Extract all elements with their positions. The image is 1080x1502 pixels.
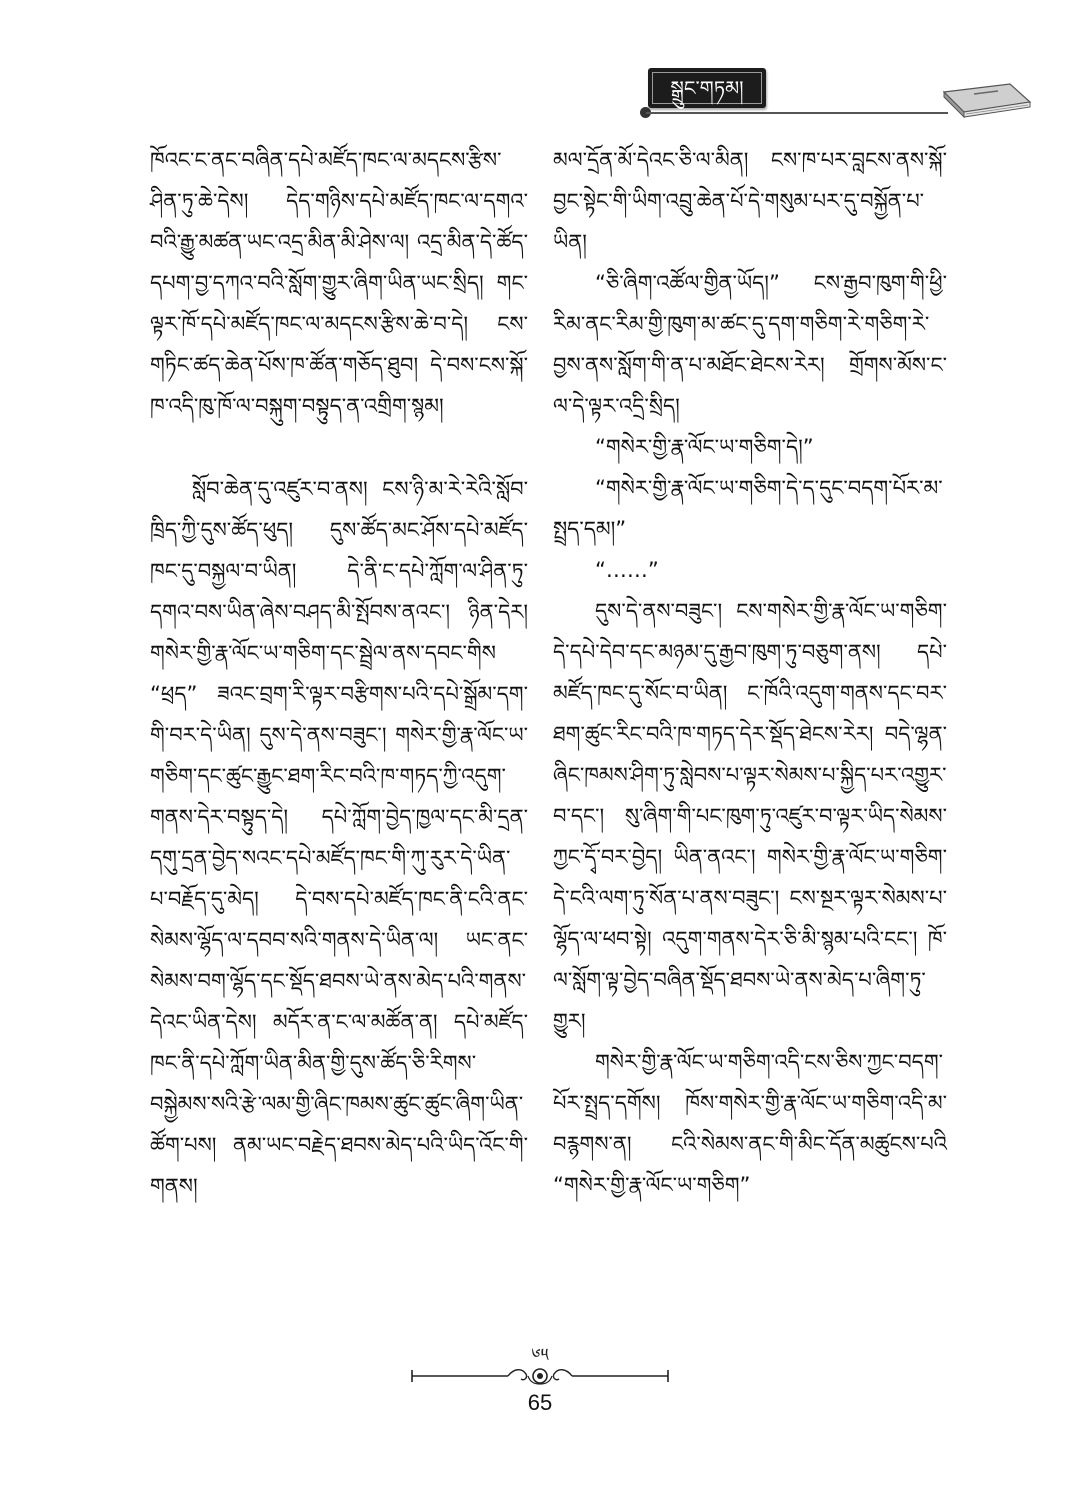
page-number-tibetan: ༦༥ — [531, 1345, 549, 1366]
paragraph: མལ་དྲོན་མོ་དེའང་ཅི་ལ་མིན། ངས་ཁ་པར་བླངས་ནས་སྐོ་བྱང་སྟེང་གི་ཡིག་འབྲུ་ཆེན་པོ་དེ་གསུམ་པར་དུ་བསྐྱོན་པ་ཡིན། — [553, 148, 947, 254]
dialogue-line: “གསེར་གྱི་རྣ་ལོང་ཡ་གཅིག་དེ།” — [595, 435, 814, 459]
page-number: 65 — [527, 1390, 553, 1415]
paragraph: གསེར་གྱི་རྣ་ལོང་ཡ་གཅིག་འདི་ངས་ཅིས་ཀྱང་བདག་པོར་སྤྲད་དགོས། ཁོས་གསེར་གྱི་རྣ་ལོང་ཡ་གཅིག་འདི་མ་བརྙགས་ན། ངའི་སེམས་ནང་གི་མིང་དོན་མཚུངས་པའི “གསེར་གྱི་རྣ་ལོང་ཡ་གཅིག” — [553, 1050, 947, 1197]
section-tab-frame — [652, 72, 762, 104]
paragraph: སློབ་ཆེན་དུ་འཛུར་བ་ནས། ངས་ཉི་མ་རེ་རེའི་སློབ་ཁྲིད་ཀྱི་དུས་ཚོད་ཕུད། དུས་ཚོད་མང་ཤོས་དཔེ་མཛོད་ཁང་དུ་བསྐྱལ་བ་ཡིན། དེ་ནི་ང་དཔེ་ཀློག་ལ་ཤིན་ཏུ་དགའ་བས་ཡིན་ཞེས་བཤད་མི་སྤོབས་ནའང་། ཉིན་དེར། གསེར་གྱི་རྣ་ལོང་ཡ་གཅིག་དང་སྦྲེལ་ནས་དབང་གིས “ཕྲད” ཟའང་བྲག་རི་ལྟར་བརྩིགས་པའི་དཔེ་སྒྲོམ་དག་གི་བར་དེ་ཡིན། དུས་དེ་ནས་བཟུང་། གསེར་གྱི་རྣ་ལོང་ཡ་གཅིག་དང་ཚུང་རྒྱུང་ཐག་རིང་བའི་ཁ་གཏད་ཀྱི་འདུག་གནས་དེར་བསྟུད་དེ། དཔེ་ཀློག་བྱེད་ཁྱལ་དང་མི་དྲན་དགུ་དྲན་བྱེད་སའང་དཔེ་མཛོད་ཁང་གི་ཀུ་རུར་དེ་ཡིན་པ་བརྗོད་དུ་མེད། དེ་བས་དཔེ་མཛོད་ཁང་ནི་ངའི་ནང་སེམས་ལྷོད་ལ་དབབ་སའི་གནས་དེ་ཡིན་ལ། ཡང་ནང་སེམས་བག་ལྷོད་དང་སྡོད་ཐབས་ཡེ་ནས་མེད་པའི་གནས་དེའང་ཡིན་དེས། མདོར་ན་ང་ལ་མཚོན་ན། དཔེ་མཛོད་ཁང་ནི་དཔེ་ཀློག་ཡིན་མིན་གྱི་དུས་ཚོད་ཅི་རིགས་བསྐྱེམས་སའི་རྩེ་ལམ་གྱི་ཞིང་ཁམས་ཚུང་ཚུང་ཞིག་ཡིན་ཚོག་པས། ནམ་ཡང་བརྗེད་ཐབས་མེད་པའི་ཡིད་འོང་གི་གནས། — [150, 477, 528, 1198]
paragraph: “ཅི་ཞིག་འཚོལ་གྱིན་ཡོད།” ངས་རྒྱབ་ཁུག་གི་ཕྱི་རིམ་ནང་རིམ་གྱི་ཁུག་མ་ཚང་དུ་དག་གཅིག་རེ་གཅིག་རེ་བྱས་ནས་སློག་གི་ན་པ་མཐོང་ཐེངས་རེར། གྲོགས་མོས་ང་ལ་དེ་ལྟར་འདྲི་སྲིད། — [553, 271, 947, 418]
ornament-flourish — [410, 1364, 670, 1388]
header-rule — [646, 112, 948, 114]
section-tab — [648, 68, 766, 108]
dialogue-line: “གསེར་གྱི་རྣ་ལོང་ཡ་གཅིག་དེ་ད་དུང་བདག་པོར་མ་སྤྲད་དམ།” — [553, 476, 943, 541]
left-column — [150, 140, 528, 1207]
paragraph: དུས་དེ་ནས་བཟུང་། ངས་གསེར་གྱི་རྣ་ལོང་ཡ་གཅིག་དེ་དཔེ་དེབ་དང་མཉམ་དུ་རྒྱབ་ཁུག་ཏུ་བཅུག་ནས། དཔེ་མཛོད་ཁང་དུ་སོང་བ་ཡིན། ང་ཁོའི་འདུག་གནས་དང་བར་ཐག་ཚུང་རིང་བའི་ཁ་གཏད་དེར་སྡོད་ཐེངས་རེར། བདེ་ལྷན་ཞིང་ཁམས་ཤིག་ཏུ་སླེབས་པ་ལྟར་སེམས་པ་སྐྱིད་པར་འགྱུར་བ་དང་། སུ་ཞིག་གི་པང་ཁུག་ཏུ་འཛུར་བ་ལྟར་ཡིད་སེམས་ཀྱང་དྭོ་བར་བྱེད། ཡིན་ནའང་། གསེར་གྱི་རྣ་ལོང་ཡ་གཅིག་དེ་ངའི་ལག་ཏུ་སོན་པ་ནས་བཟུང་། ངས་སྔར་ལྟར་སེམས་པ་ལྷོད་ལ་ཕབ་སྟེ། འདུག་གནས་དེར་ཅི་མི་སྙམ་པའི་ངང་། ཁོ་ལ་སློག་ལྟ་བྱེད་བཞིན་སྡོད་ཐབས་ཡེ་ནས་མེད་པ་ཞིག་ཏུ་གྱུར། — [553, 599, 947, 1033]
book-icon — [940, 80, 1032, 120]
section-title: སྒྲུང་གཏམ། — [670, 76, 744, 100]
dialogue-line: “……” — [595, 558, 659, 582]
paragraph-spacer — [150, 427, 528, 469]
right-column — [553, 140, 947, 1206]
paragraph: ཁོའང་ང་ནང་བཞིན་དཔེ་མཛོད་ཁང་ལ་མདངས་རྩིས་ཤིན་ཏུ་ཆེ་དེས། དེད་གཉིས་དཔེ་མཛོད་ཁང་ལ་དགའ་བའི་རྒྱུ་མཚན་ཡང་འདྲ་མིན་མི་ཤེས་ལ། འདྲ་མིན་དེ་ཚོད་དཔག་བྱ་དཀའ་བའི་སློག་གྱུར་ཞིག་ཡིན་ཡང་སྲིད། གང་ལྟར་ཁོ་དཔེ་མཛོད་ཁང་ལ་མདངས་རྩིས་ཆེ་བ་དེ། ངས་གཏིང་ཚད་ཆེན་པོས་ཁ་ཚོན་གཅོད་ཐུབ། དེ་བས་ངས་སྐོ་ཁ་འདི་ཁུ་ཁོ་ལ་བསྐུག་བསྟུད་ན་འགྲིག་སྙམ། — [150, 148, 528, 418]
